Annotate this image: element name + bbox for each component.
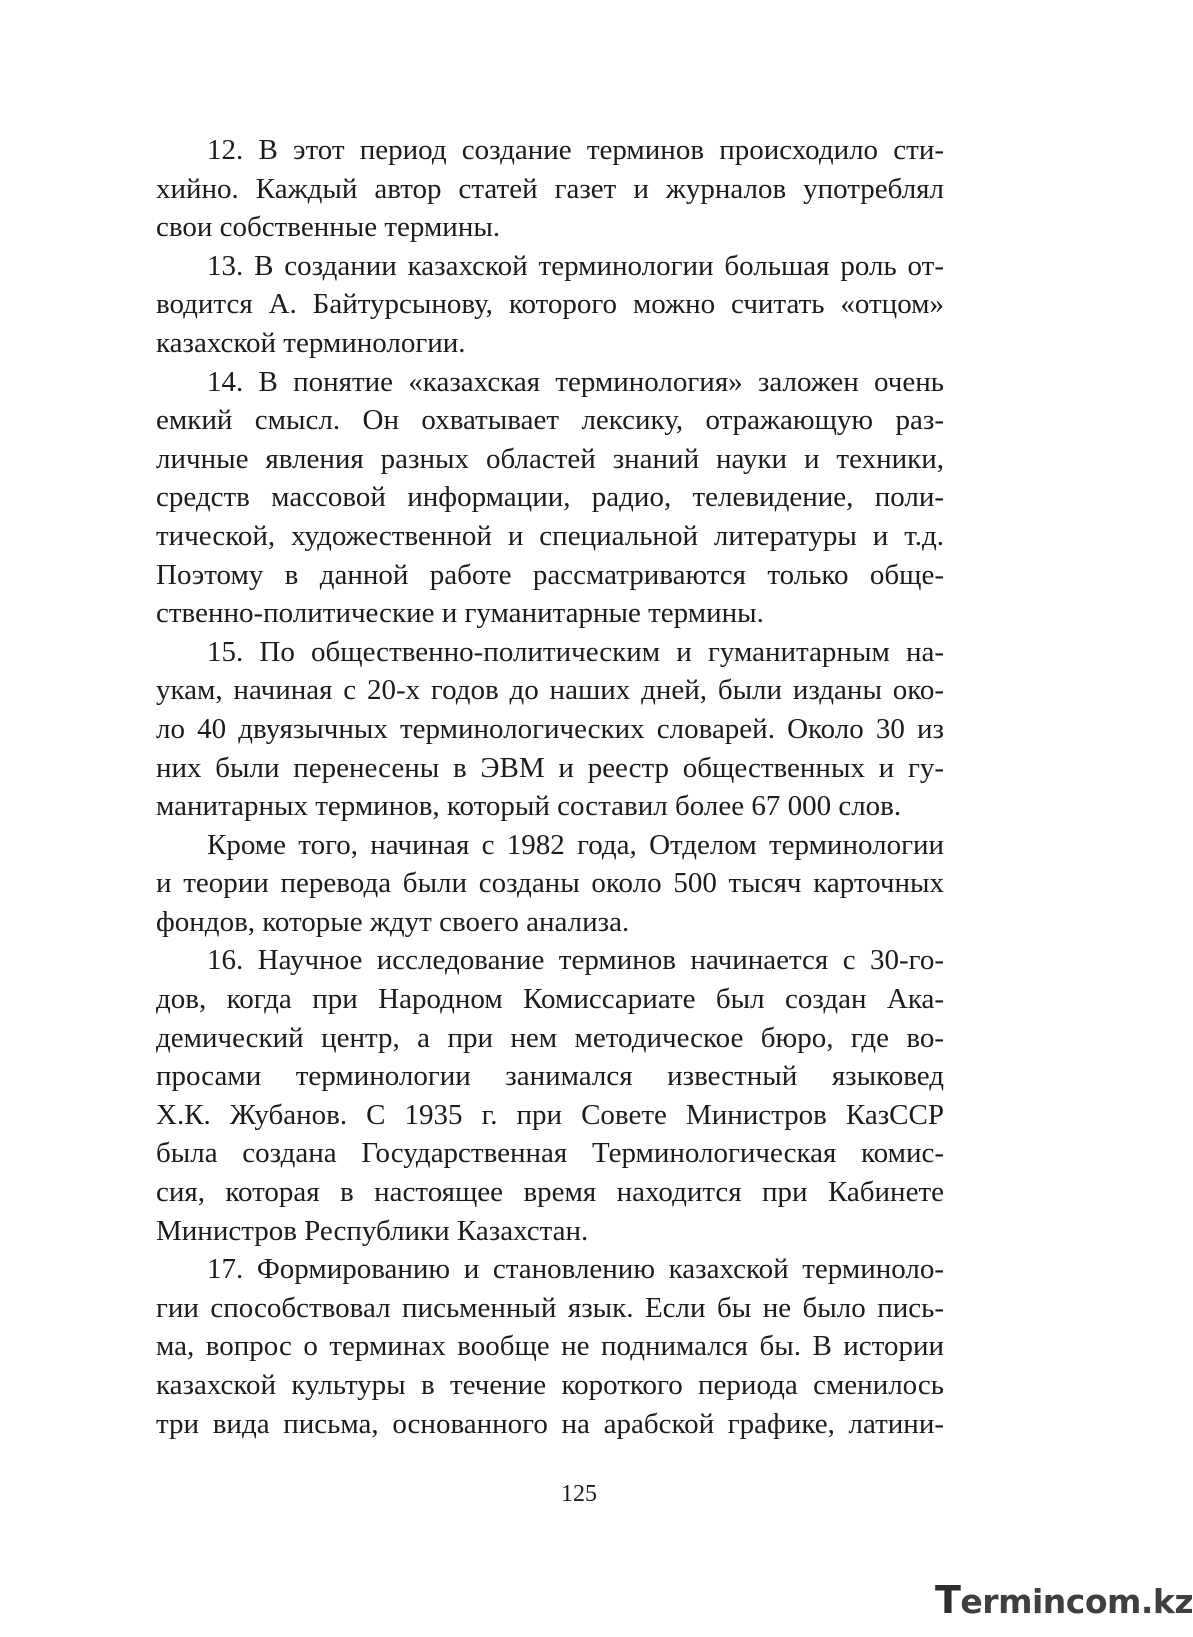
paragraph [156, 1250, 944, 1443]
text-line: ственно-политические и гуманитарные термины. [156, 597, 764, 630]
paragraph [156, 131, 944, 247]
text-line: манитарных терминов, который составил более 67 000 слов. [156, 790, 902, 823]
paragraph [156, 633, 944, 826]
text-line: казахской терминологии. [156, 326, 466, 359]
text-line: ло 40 двуязычных терминологических словарей. Около 30 из [156, 712, 944, 745]
text-line: сия, которая в настоящее время находится при Кабинете [156, 1176, 944, 1209]
page-number: 125 [561, 1481, 597, 1507]
text-line: Поэтому в данной работе рассматриваются только обще- [156, 558, 944, 591]
text-line: демический центр, а при нем методическое бюро, где во- [156, 1021, 944, 1054]
text-line: просами терминологии занимался известный языковед [156, 1060, 944, 1093]
text-line: личные явления разных областей знаний науки и техники, [156, 442, 944, 475]
text-line: 16. Научное исследование терминов начинается с 30-го- [207, 944, 944, 977]
watermark-logo: Termincom.kz [935, 1578, 1193, 1622]
text-line: Кроме того, начиная с 1982 года, Отделом терминологии [207, 828, 944, 861]
text-line: гии способствовал письменный язык. Если бы не было пись- [156, 1291, 944, 1324]
text-line: водится А. Байтурсынову, которого можно считать «отцом» [156, 288, 944, 321]
paragraph [156, 247, 944, 363]
text-line: 15. По общественно-политическим и гуманитарным на- [207, 635, 944, 668]
text-line: 17. Формированию и становлению казахской терминоло- [207, 1253, 944, 1286]
text-line: и теории перевода были созданы около 500 тысяч карточных [156, 867, 944, 900]
text-line: три вида письма, основанного на арабской графике, латини- [156, 1407, 944, 1440]
text-line: 14. В понятие «казахская терминология» заложен очень [207, 365, 944, 398]
paragraph [156, 826, 944, 942]
text-line: них были перенесены в ЭВМ и реестр общественных и гу- [156, 751, 944, 784]
text-line: казахской культуры в течение короткого периода сменилось [156, 1369, 944, 1401]
text-line: хийно. Каждый автор статей газет и журналов употреблял [156, 172, 944, 205]
text-line: Министров Республики Казахстан. [156, 1214, 589, 1247]
text-line: 12. В этот период создание терминов происходило сти- [207, 134, 944, 166]
paragraph [156, 941, 944, 1250]
text-line: укам, начиная с 20-х годов до наших дней, были изданы око- [156, 674, 944, 707]
text-line: средств массовой информации, радио, телевидение, поли- [156, 481, 944, 514]
text-line: фондов, которые ждут своего анализа. [156, 905, 630, 938]
text-line: 13. В создании казахской терминологии большая роль от- [207, 249, 944, 282]
paragraph [156, 363, 944, 633]
text-line: ма, вопрос о терминах вообще не поднимался бы. В истории [156, 1330, 944, 1363]
text-line: емкий смысл. Он охватывает лексику, отражающую раз- [156, 404, 944, 437]
text-line: была создана Государственная Терминологическая комис- [156, 1137, 944, 1170]
page-body [156, 131, 944, 1443]
text-line: Х.К. Жубанов. С 1935 г. при Совете Министров КазССР [156, 1098, 944, 1131]
text-line: дов, когда при Народном Комиссариате был создан Ака- [156, 983, 944, 1016]
text-line: свои собственные термины. [156, 211, 501, 244]
text-line: тической, художественной и специальной литературы и т.д. [156, 519, 944, 552]
